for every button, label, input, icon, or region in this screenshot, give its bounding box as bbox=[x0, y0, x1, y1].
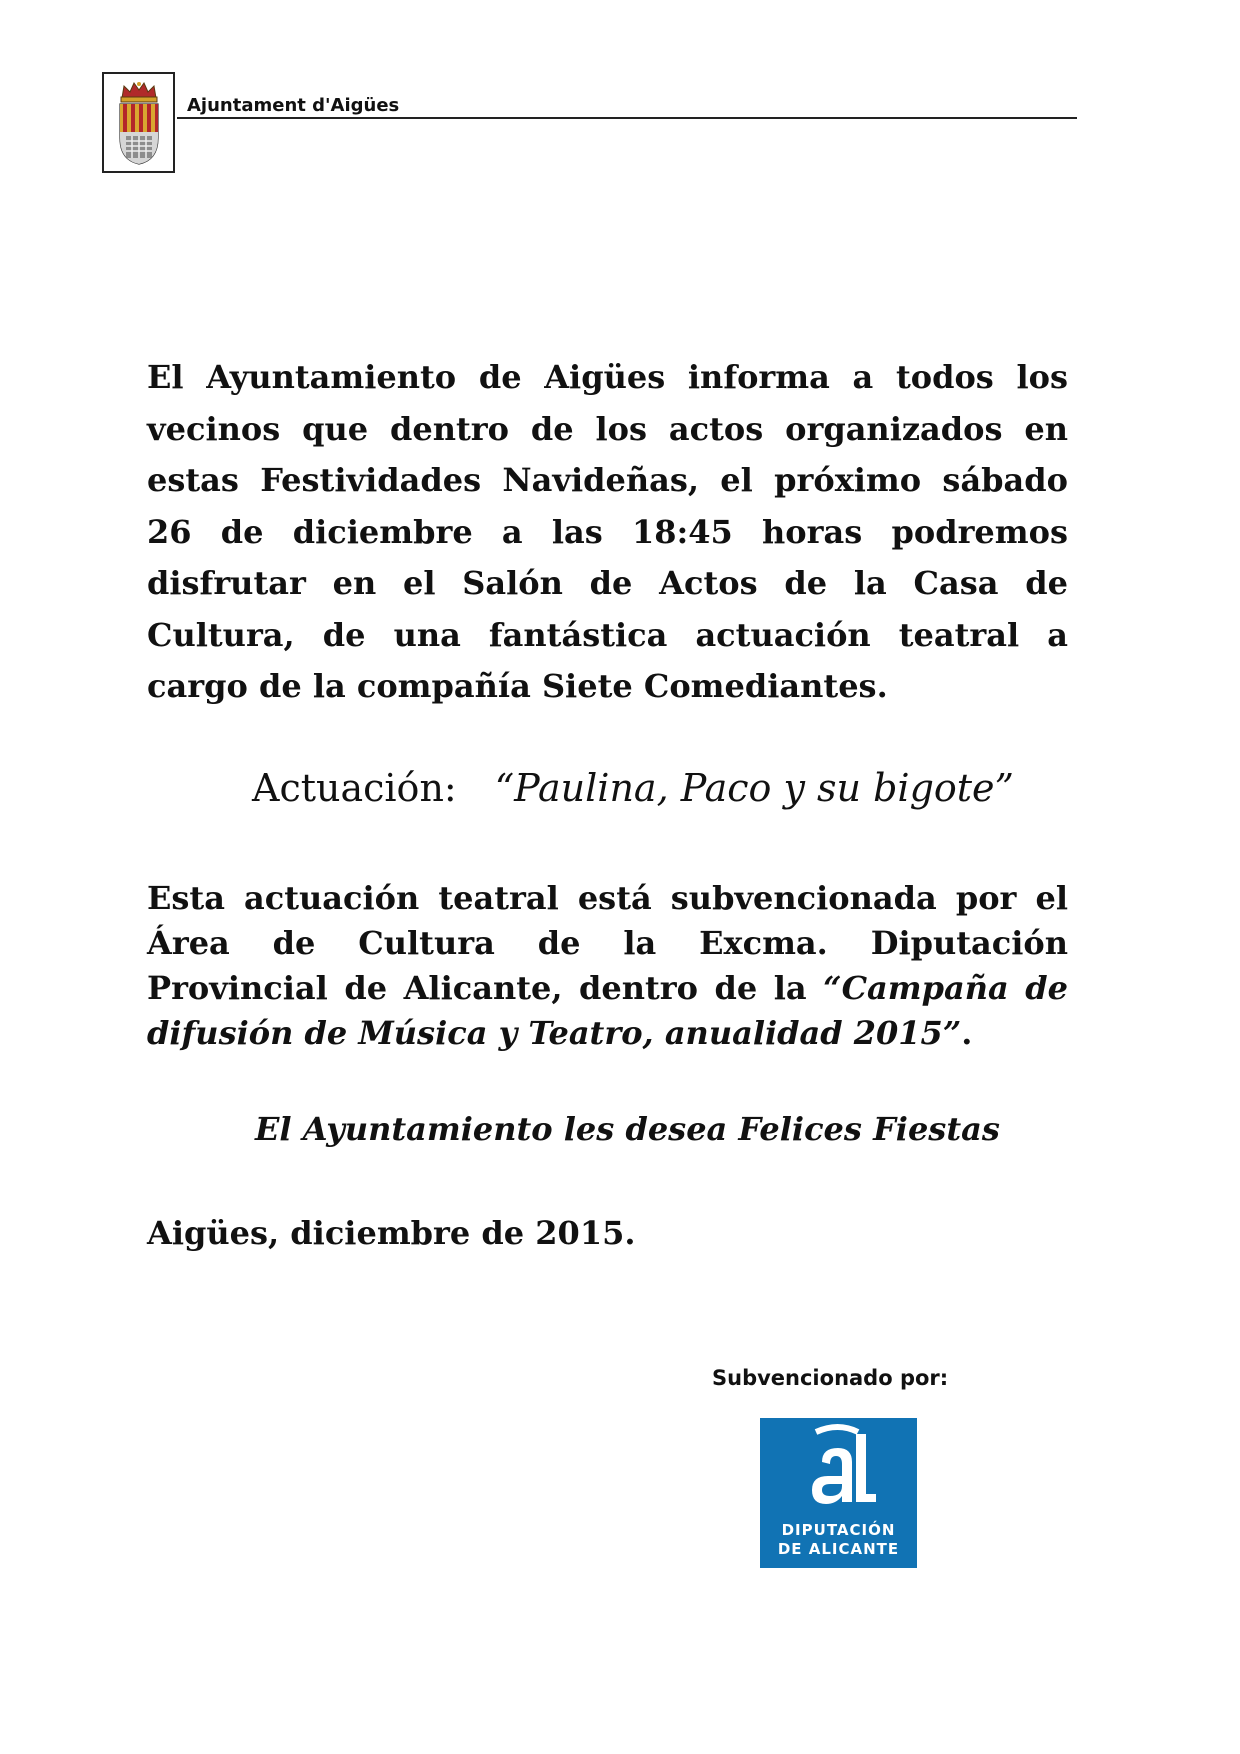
performance-title: “Paulina, Paco y su bigote” bbox=[494, 766, 1014, 810]
place-and-date: Aigües, diciembre de 2015. bbox=[147, 1214, 636, 1252]
municipal-logo bbox=[102, 72, 175, 173]
performance-label: Actuación: bbox=[252, 766, 457, 810]
sponsor-logo-line2: DE ALICANTE bbox=[777, 1540, 900, 1558]
subsidy-period: . bbox=[961, 1014, 973, 1052]
sponsor-label: Subvencionado por: bbox=[712, 1366, 949, 1390]
sponsor-logo bbox=[760, 1418, 917, 1568]
header-title: Ajuntament d'Aigües bbox=[187, 95, 400, 116]
notice-intro-paragraph: El Ayuntamiento de Aigües informa a todos los vecinos que dentro de los actos organizados en estas Festividades Navideñas, el próximo sábado 26 de diciembre a las 18:45 horas podremos disfrutar en el Salón de Actos de la Casa de Cultura, de una fantástica actuación teatral a cargo de la compañía Siete Comediantes. bbox=[147, 358, 1068, 705]
holiday-greeting: El Ayuntamiento les desea Felices Fiestas bbox=[255, 1110, 1000, 1148]
diputacion-alicante-logo-icon bbox=[760, 1418, 917, 1518]
performance-line bbox=[252, 766, 1014, 810]
campaign-name: “Campaña de difusión de Música y Teatro, anualidad 2015” bbox=[147, 969, 1069, 1052]
subsidy-paragraph bbox=[147, 876, 1068, 1056]
coat-of-arms-icon bbox=[116, 80, 162, 166]
header-divider bbox=[177, 117, 1077, 119]
sponsor-logo-line1: DIPUTACIÓN bbox=[781, 1521, 896, 1539]
subsidy-text: Esta actuación teatral está subvencionada por el Área de Cultura de la Excma. Diputación Provincial de Alicante, dentro de la bbox=[147, 879, 1068, 1007]
